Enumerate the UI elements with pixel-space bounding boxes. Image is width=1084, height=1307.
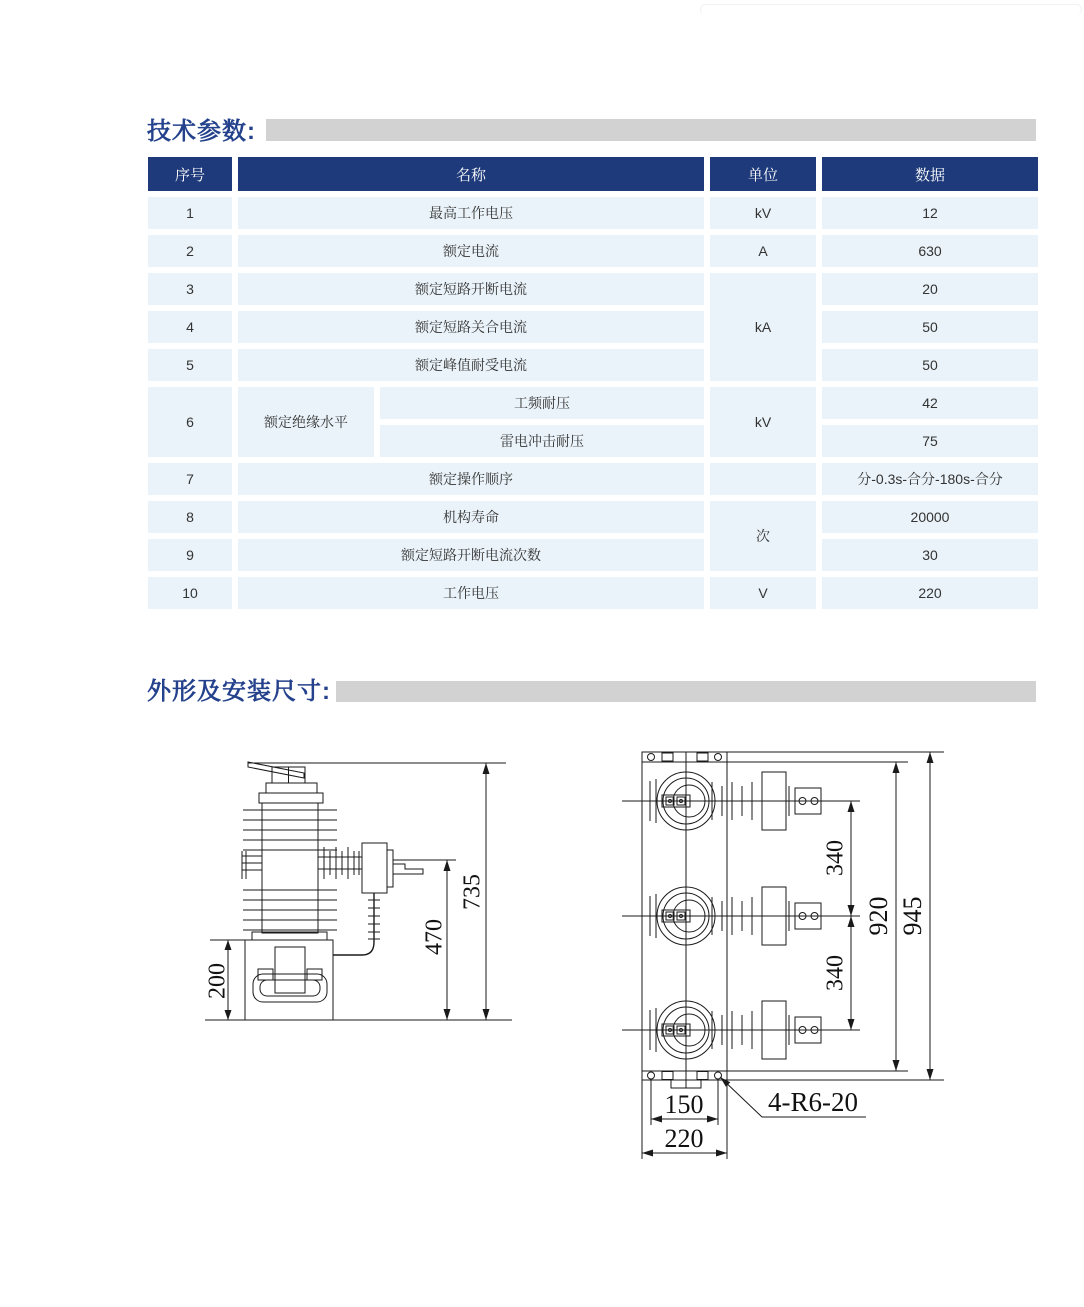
cell-no: 7 [148,463,232,495]
dimension-label-340-top: 340 [822,840,849,876]
cell-unit: V [710,577,816,609]
side-view-svg [190,740,520,1040]
cell-value: 50 [822,311,1038,343]
cell-value: 220 [822,577,1038,609]
top-view-svg [610,728,1050,1178]
cell-name: 额定电流 [238,235,704,267]
col-header-unit: 单位 [710,157,816,191]
section-title-tech-params: 技术参数: [147,117,256,145]
cell-name: 工作电压 [238,577,704,609]
cell-unit-empty [710,463,816,495]
title-underline-bar [336,681,1036,702]
cell-no: 8 [148,501,232,533]
col-header-name: 名称 [238,157,704,191]
dimension-label-220: 220 [664,1124,704,1153]
cell-no: 9 [148,539,232,571]
cell-no: 2 [148,235,232,267]
col-header-data: 数据 [822,157,1038,191]
cell-name: 额定短路开断电流 [238,273,704,305]
cell-unit: kV [710,197,816,229]
cell-subname: 工频耐压 [380,387,704,419]
cell-no: 3 [148,273,232,305]
cell-value: 42 [822,387,1038,419]
dimension-label-470: 470 [421,919,448,955]
dimension-label-945: 945 [897,896,927,936]
dimension-label-735: 735 [459,874,486,910]
dimension-label-920: 920 [863,896,893,936]
cell-unit: A [710,235,816,267]
cell-value: 12 [822,197,1038,229]
hole-note-label: 4-R6-20 [768,1087,858,1117]
page-edge-decoration [700,4,1082,15]
section-title-outline-dims: 外形及安装尺寸: [147,677,331,705]
cell-value: 分-0.3s-合分-180s-合分 [822,463,1038,495]
dimension-label-340-bottom: 340 [822,955,849,991]
cell-value: 30 [822,539,1038,571]
cell-group-insulation: 额定绝缘水平 [238,387,374,457]
cell-name: 机构寿命 [238,501,704,533]
cell-value: 75 [822,425,1038,457]
cell-value: 20 [822,273,1038,305]
cell-value: 630 [822,235,1038,267]
cell-no: 10 [148,577,232,609]
cell-name: 最高工作电压 [238,197,704,229]
cell-unit-merged-kv: kV [710,387,816,457]
cell-name: 额定短路开断电流次数 [238,539,704,571]
cell-value: 50 [822,349,1038,381]
cell-name: 额定短路关合电流 [238,311,704,343]
cell-no: 5 [148,349,232,381]
spec-table [148,157,1038,609]
cell-subname: 雷电冲击耐压 [380,425,704,457]
cell-no: 1 [148,197,232,229]
drawing-top-view [610,728,1050,1178]
cell-name: 额定操作顺序 [238,463,704,495]
dimension-label-150: 150 [664,1090,704,1119]
col-header-no: 序号 [148,157,232,191]
cell-unit-merged-ci: 次 [710,501,816,571]
cell-no-merged: 6 [148,387,232,457]
cell-name: 额定峰值耐受电流 [238,349,704,381]
dimension-label-200: 200 [204,963,231,999]
cell-no: 4 [148,311,232,343]
drawing-side-view [190,740,520,1040]
cell-value: 20000 [822,501,1038,533]
cell-unit-merged-ka: kA [710,273,816,381]
title-underline-bar [266,119,1036,141]
